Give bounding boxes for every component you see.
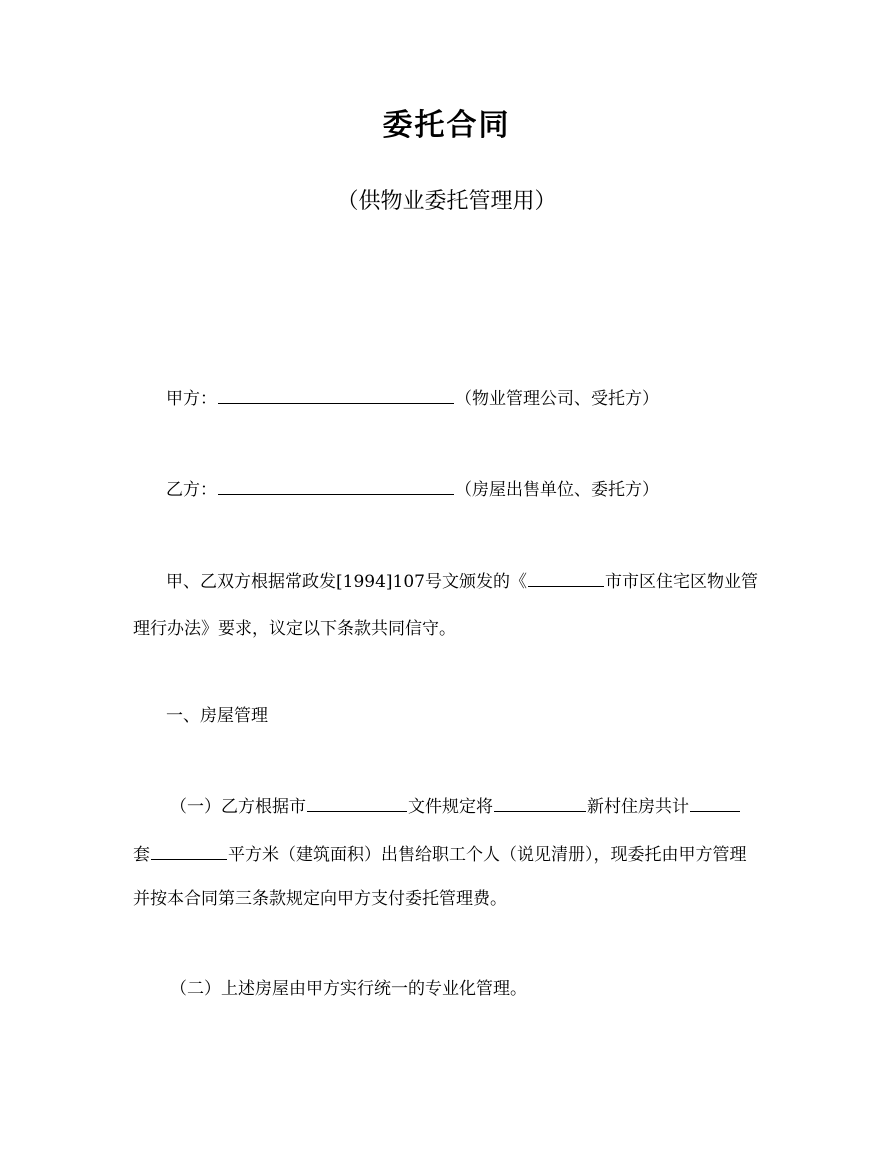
city-blank [528, 569, 604, 587]
area-blank [151, 842, 227, 860]
item-1-text-b: 文件规定将 [408, 797, 493, 817]
item-1-text-e: 平方米（建筑面积）出售给职工个人（说见清册），现委托由甲方管理 [228, 845, 747, 865]
preamble-text-1: 甲、乙双方根据常政发[1994]107号文颁发的《 [166, 572, 527, 592]
party-b-blank [218, 477, 454, 495]
preamble-line-1 [166, 569, 758, 594]
party-a-line [166, 386, 659, 411]
unit-count-blank [690, 794, 740, 812]
party-a-blank [218, 386, 454, 404]
section-1-heading: 一、房屋管理 [166, 706, 268, 726]
item-1-line-2 [133, 842, 747, 867]
preamble-line-2: 理行办法》要求，议定以下条款共同信守。 [133, 619, 456, 639]
village-blank [494, 794, 586, 812]
city-doc-blank [307, 794, 407, 812]
party-b-line [166, 477, 659, 502]
party-b-label: 乙方： [166, 480, 217, 500]
item-1-line-3: 并按本合同第三条款规定向甲方支付委托管理费。 [133, 889, 507, 909]
item-1-text-a: （一）乙方根据市 [170, 797, 306, 817]
item-1-line-1 [170, 794, 741, 819]
document-subtitle: （供物业委托管理用） [336, 189, 557, 214]
item-1-text-c: 新村住房共计 [587, 797, 689, 817]
preamble-text-2: 市市区住宅区物业管 [604, 572, 758, 592]
party-a-note: （物业管理公司、受托方） [455, 389, 659, 409]
item-1-text-d: 套 [133, 845, 150, 865]
item-2-line: （二）上述房屋由甲方实行统一的专业化管理。 [170, 979, 527, 999]
party-a-label: 甲方： [166, 389, 217, 409]
document-title: 委托合同 [382, 108, 511, 143]
party-b-note: （房屋出售单位、委托方） [455, 480, 659, 500]
